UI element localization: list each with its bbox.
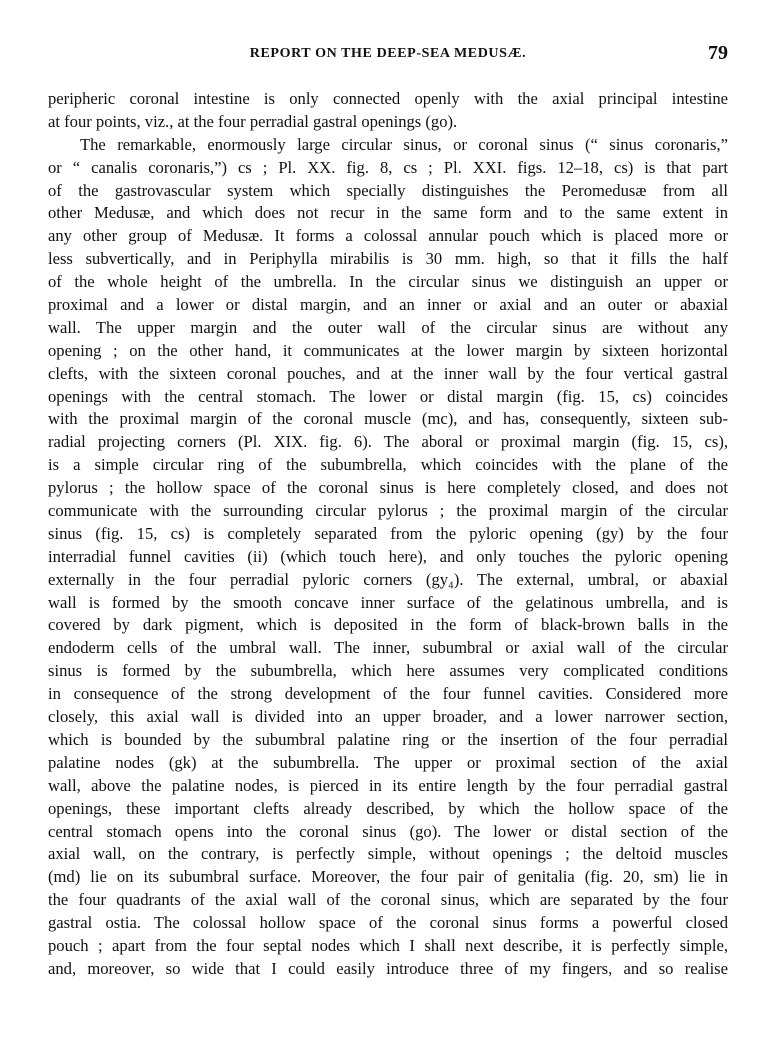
text-line: opening ; on the other hand, it communicates at the lower margin by sixteen horizontal	[48, 340, 728, 360]
text-line: with the proximal margin of the coronal muscle (mc), and has, consequently, sixteen sub-	[48, 409, 728, 429]
text-line: openings with the central stomach. The lower or distal margin (fig. 15, cs) coincides	[48, 386, 728, 406]
text-line: endoderm cells of the umbral wall. The inner, subumbral or axial wall of the circular	[48, 638, 728, 658]
text-line: or “ canalis coronaris,”) cs ; Pl. XX. fig. 8, cs ; Pl. XXI. figs. 12–18, cs) is that part	[48, 157, 728, 177]
text-line: closely, this axial wall is divided into an upper broader, and a lower narrower section,	[48, 707, 728, 727]
text-line: central stomach opens into the coronal sinus (go). The lower or distal section of the	[48, 821, 728, 841]
text-line: gastral ostia. The colossal hollow space of the coronal sinus forms a powerful closed	[48, 913, 728, 933]
text-line: peripheric coronal intestine is only connected openly with the axial principal intestine	[48, 89, 728, 108]
text-line: externally in the four perradial pyloric corners (gy₄). The external, umbral, or abaxial	[48, 569, 728, 589]
text-line: at four points, viz., at the four perradial gastral openings (go).	[48, 111, 458, 131]
text-line: the four quadrants of the axial wall of the coronal sinus, which are separated by the four	[48, 890, 728, 910]
text-line: wall is formed by the smooth concave inner surface of the gelatinous umbrella, and is	[48, 592, 728, 612]
text-line: communicate with the surrounding circular pylorus ; the proximal margin of the circular	[48, 501, 728, 521]
text-line: wall. The upper margin and the outer wall of the circular sinus are without any	[48, 317, 728, 337]
text-line: sinus (fig. 15, cs) is completely separated from the pyloric opening (gy) by the four	[48, 523, 728, 543]
text-line: (md) lie on its subumbral surface. Moreover, the four pair of genitalia (fig. 20, sm) lie in	[48, 867, 728, 887]
text-line: any other group of Medusæ. It forms a colossal annular pouch which is placed more or	[48, 226, 728, 246]
running-head	[48, 42, 728, 70]
text-line: proximal and a lower or distal margin, and an inner or axial and an outer or abaxial	[48, 295, 728, 315]
text-line: less subvertically, and in Periphylla mirabilis is 30 mm. high, so that it fills the half	[48, 249, 728, 269]
text-line: openings, these important clefts already described, by which the hollow space of the	[48, 798, 728, 818]
text-line: which is bounded by the subumbral palatine ring or the insertion of the four perradial	[48, 729, 728, 749]
text-line: axial wall, on the contrary, is perfectly simple, without openings ; the deltoid muscles	[48, 844, 728, 864]
text-line: in consequence of the strong development of the four funnel cavities. Considered more	[48, 684, 728, 704]
running-title: REPORT ON THE DEEP-SEA MEDUSÆ.	[249, 46, 527, 61]
text-line: interradial funnel cavities (ii) (which touch here), and only touches the pyloric opening	[48, 546, 728, 566]
text-line: pylorus ; the hollow space of the coronal sinus is here completely closed, and does not	[48, 478, 728, 498]
text-line: of the gastrovascular system which specially distinguishes the Peromedusæ from all	[48, 180, 728, 200]
text-line: palatine nodes (gk) at the subumbrella. The upper or proximal section of the axial	[48, 752, 728, 772]
text-line: wall, above the palatine nodes, is pierced in its entire length by the four perradial gastral	[48, 775, 728, 795]
text-line: clefts, with the sixteen coronal pouches, and at the inner wall by the four vertical gastral	[48, 363, 728, 383]
text-line: is a simple circular ring of the subumbrella, which coincides with the plane of the	[48, 455, 728, 475]
text-line: The remarkable, enormously large circular sinus, or coronal sinus (“ sinus coronaris,”	[80, 134, 728, 154]
text-line: other Medusæ, and which does not recur in the same form and to the same extent in	[48, 203, 728, 223]
page-number: 79	[708, 42, 728, 64]
body-text	[48, 88, 728, 981]
text-line: of the whole height of the umbrella. In the circular sinus we distinguish an upper or	[48, 272, 728, 292]
text-line: covered by dark pigment, which is deposited in the form of black-brown balls in the	[48, 615, 728, 635]
text-line: and, moreover, so wide that I could easily introduce three of my fingers, and so realise	[48, 958, 728, 978]
text-line: pouch ; apart from the four septal nodes which I shall next describe, it is perfectly simple,	[48, 935, 728, 955]
text-line: sinus is formed by the subumbrella, which here assumes very complicated conditions	[48, 661, 728, 681]
text-line: radial projecting corners (Pl. XIX. fig. 6). The aboral or proximal margin (fig. 15, cs),	[48, 432, 728, 452]
